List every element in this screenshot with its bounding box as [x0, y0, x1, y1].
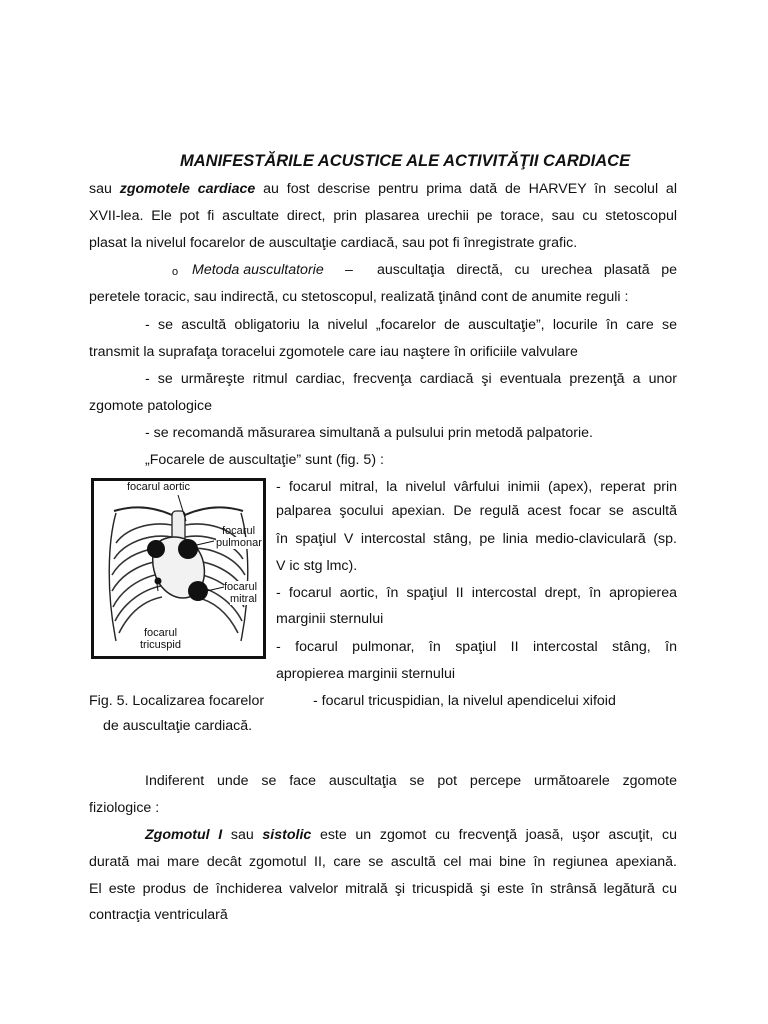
pulmonar-line-1: - focarul pulmonar, în spaţiul II intercostal stâng, în: [276, 639, 677, 655]
label-mitral-2: mitral: [230, 593, 257, 605]
figure-chest-diagram: [91, 478, 266, 659]
intro-line-3: plasat la nivelul focarelor de auscultaţie cardiacă, sau pot fi înregistrate grafic.: [89, 235, 578, 251]
pulmonar-line-2: apropierea marginii sternului: [276, 666, 456, 682]
aortic-line-2: marginii sternului: [276, 611, 384, 627]
tricuspid-line: - focarul tricuspidian, la nivelul apendicelui xifoid: [313, 693, 616, 709]
mitral-line-3: în spaţiul V intercostal stâng, pe linia medio-claviculară (sp.: [276, 531, 677, 547]
label-pulmonar-1: focarul: [222, 525, 256, 537]
pulmonar-focus-marker: [178, 539, 198, 559]
method-label: Metoda auscultatorie: [192, 262, 324, 278]
physio-line-1: Indiferent unde se face auscultaţia se pot percepe următoarele zgomote: [145, 773, 677, 789]
figure-caption-1: Fig. 5. Localizarea focarelor: [89, 693, 265, 709]
bullet-icon: o: [172, 266, 179, 278]
thorax-illustration: [94, 481, 263, 656]
rule-2-line-2: zgomote patologice: [89, 398, 213, 414]
aortic-line-1: - focarul aortic, în spaţiul II intercostal drept, în apropierea: [276, 585, 677, 601]
figure-caption-2: de auscultaţie cardiacă.: [103, 718, 253, 734]
page-title: MANIFESTĂRILE ACUSTICE ALE ACTIVITĂŢII CARDIACE: [180, 152, 631, 170]
intro-line-2: XVII-lea. Ele pot fi ascultate direct, prin plasarea urechii pe torace, sau cu stetoscopul: [89, 208, 677, 224]
label-tricuspid-1: focarul: [144, 627, 178, 639]
rule-1-line-2: transmit la suprafaţa toracelui zgomotele care iau naştere în orificiile valvulare: [89, 344, 578, 360]
mitral-line-4: V ic stg lmc).: [276, 558, 358, 574]
method-dash: –: [345, 262, 353, 278]
aortic-focus-marker: [147, 540, 165, 558]
mitral-focus-marker: [188, 581, 208, 601]
method-line-1: auscultaţia directă, cu urechea plasată pe: [377, 262, 677, 278]
s1-line-3: El este produs de închiderea valvelor mitrală şi tricuspidă şi este în strânsă legătură cu: [89, 881, 677, 897]
rule-1-line-1: - se ascultă obligatoriu la nivelul „focarelor de auscultaţie”, locurile în care se: [145, 317, 677, 333]
s1-line-2: durată mai mare decât zgomotul II, care se ascultă cel mai bine în regiunea apexiană.: [89, 854, 677, 870]
method-line-2: peretele toracic, sau indirectă, cu stetoscopul, realizată ţinând cont de anumite reguli :: [89, 289, 629, 305]
label-tricuspid-2: tricuspid: [140, 639, 181, 651]
physio-line-2: fiziologice :: [89, 800, 160, 816]
s1-line-4: contracţia ventriculară: [89, 907, 228, 923]
tricuspid-focus-marker: [155, 578, 162, 585]
label-mitral-1: focarul: [224, 581, 258, 593]
label-pulmonar-2: pulmonar: [216, 537, 262, 549]
rule-2-line-1: - se urmăreşte ritmul cardiac, frecvenţa cardiacă şi eventuala prezenţă a unor: [145, 371, 677, 387]
label-focarul-aortic: focarul aortic: [127, 481, 190, 493]
mitral-line-1: - focarul mitral, la nivelul vârfului inimii (apex), reperat prin: [276, 479, 677, 495]
mitral-line-2: palparea şocului apexian. De regulă acest focar se ascultă: [276, 503, 677, 519]
s1-line-1: Zgomotul I sau sistolic este un zgomot cu frecvenţă joasă, uşor ascuţit, cu: [145, 827, 678, 843]
rule-3: - se recomandă măsurarea simultană a pulsului prin metodă palpatorie.: [145, 425, 593, 441]
foci-intro: „Focarele de auscultaţie” sunt (fig. 5) :: [145, 452, 384, 468]
intro-line-1: sau zgomotele cardiace au fost descrise pentru prima dată de HARVEY în secolul al: [89, 181, 677, 197]
